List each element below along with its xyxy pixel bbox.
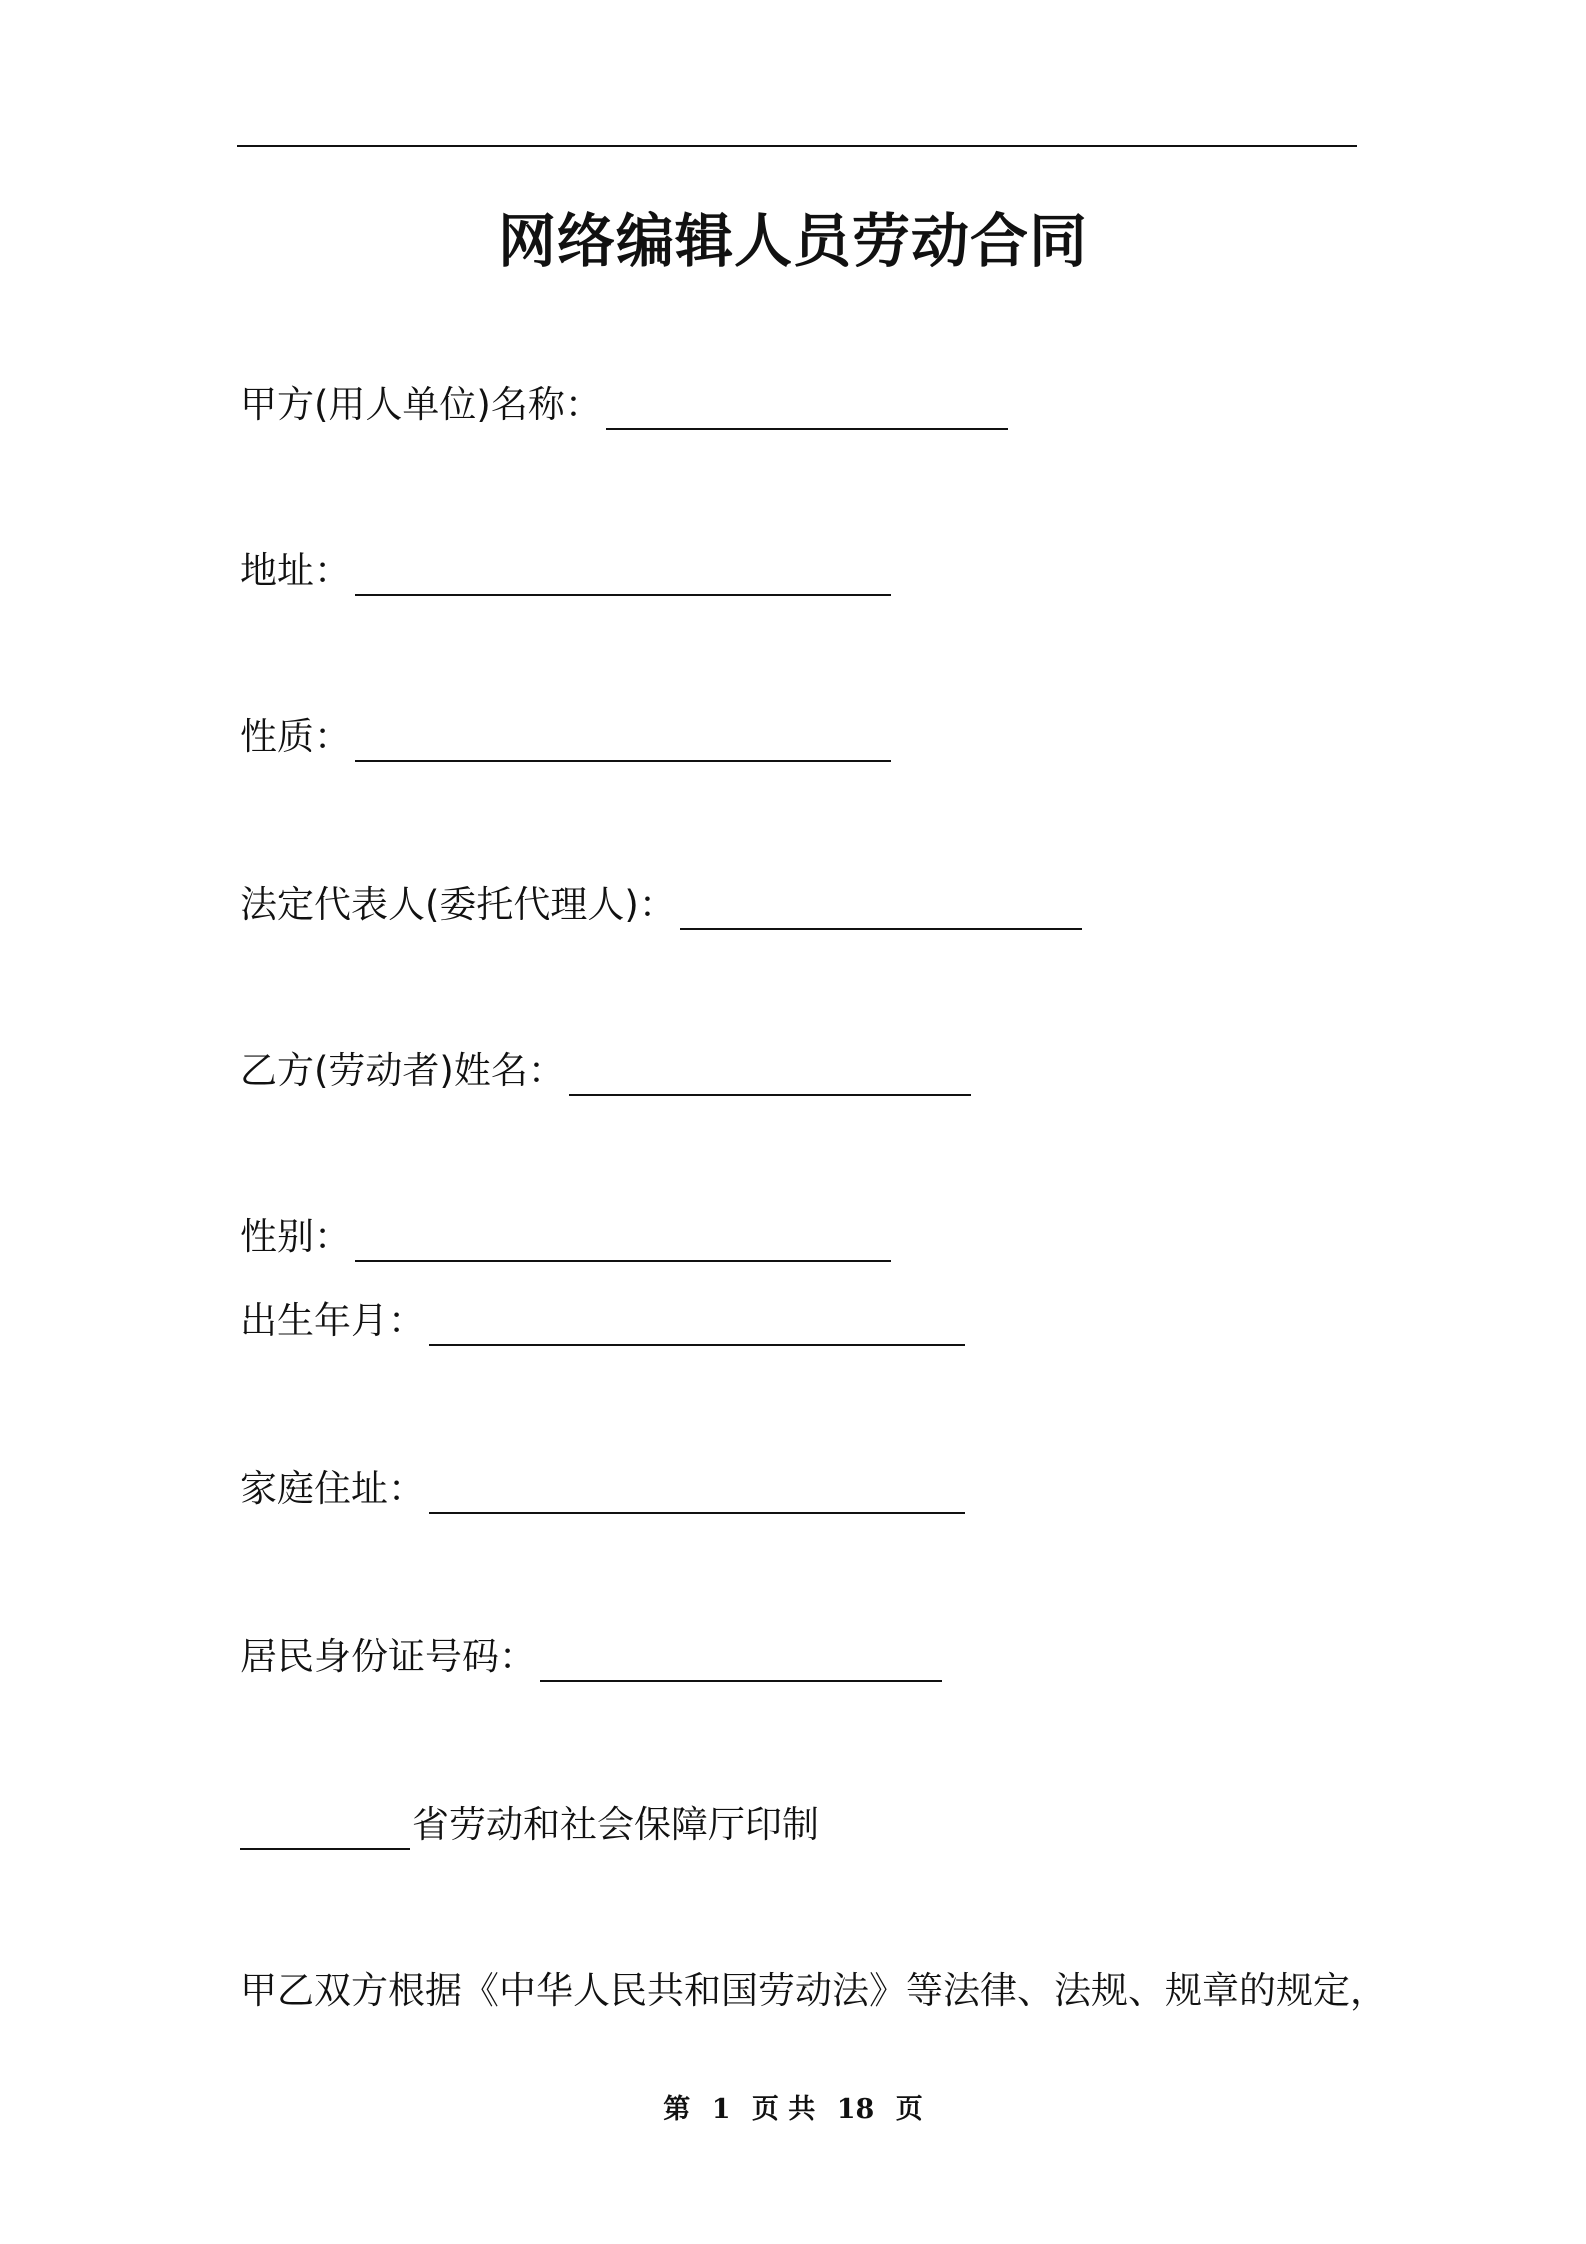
field-label: 地址： [240,549,351,592]
fill-in-blank[interactable] [355,718,891,762]
field-label: 甲方(用人单位)名称： [240,383,602,426]
document-title: 网络编辑人员劳动合同 [497,207,1088,275]
fill-in-blank[interactable] [240,1806,410,1850]
fill-in-blank[interactable] [355,1218,891,1262]
field-label: 性质： [240,715,351,758]
field-gender [240,1212,891,1262]
field-label: 乙方(劳动者)姓名： [240,1049,565,1092]
field-label: 性别： [240,1215,351,1258]
field-home-address [240,1464,965,1514]
fill-in-blank[interactable] [429,1302,965,1346]
fill-in-blank[interactable] [429,1470,965,1514]
header-rule [237,145,1357,147]
field-address [240,546,891,596]
footer-page-number: 1 [711,2094,731,2125]
footer-suffix: 页 [895,2094,923,2125]
field-employee-name [240,1046,971,1096]
field-birth-date [240,1296,965,1346]
fill-in-blank[interactable] [540,1638,942,1682]
intro-paragraph: 甲乙双方根据《中华人民共和国劳动法》等法律、法规、规章的规定， [240,1969,1387,2012]
fill-in-blank[interactable] [680,886,1082,930]
field-id-number [240,1632,942,1682]
field-label: 家庭住址： [240,1467,425,1510]
field-employer-name [240,380,1008,430]
field-label: 出生年月： [240,1299,425,1342]
fill-in-blank[interactable] [606,386,1008,430]
issuer-line [240,1800,819,1850]
footer-middle: 页 共 [751,2094,816,2125]
footer-prefix: 第 [663,2094,691,2125]
footer-total-pages: 18 [836,2094,875,2125]
field-legal-representative [240,880,1082,930]
field-label: 法定代表人(委托代理人)： [240,883,676,926]
field-nature [240,712,891,762]
page-footer [0,2090,1586,2130]
field-label: 居民身份证号码： [240,1635,536,1678]
fill-in-blank[interactable] [569,1052,971,1096]
issuer-text: 省劳动和社会保障厅印制 [412,1803,819,1846]
fill-in-blank[interactable] [355,552,891,596]
